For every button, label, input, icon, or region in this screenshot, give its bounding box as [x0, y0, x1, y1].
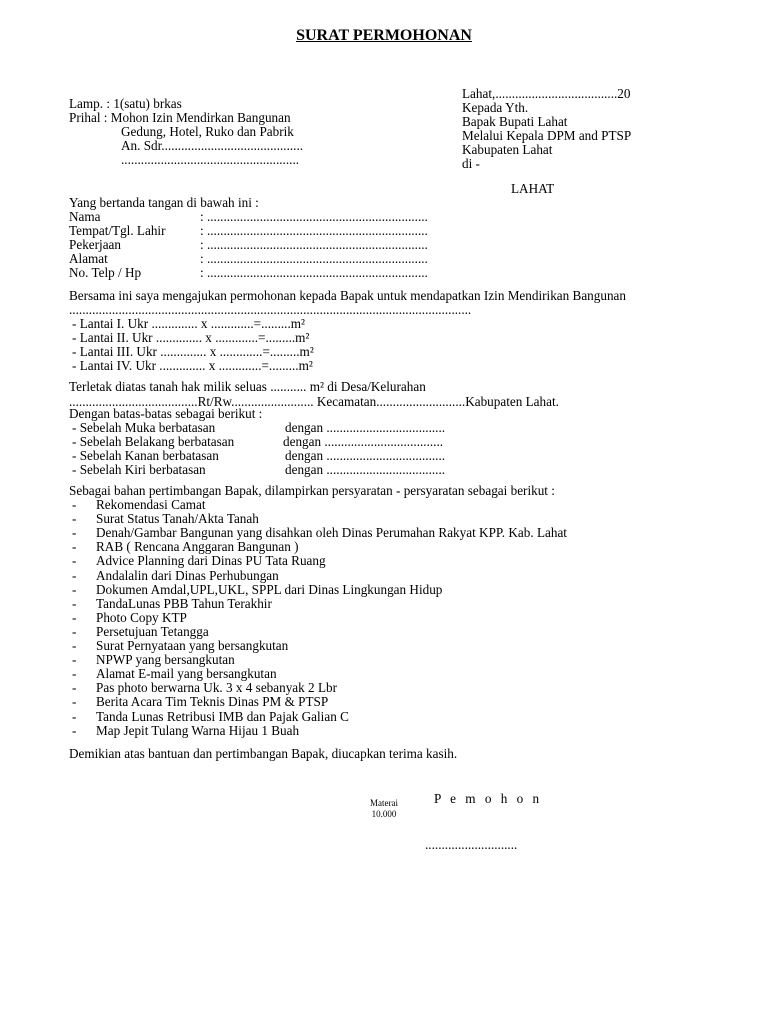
requirement-bullet: - [72, 652, 77, 668]
border-label-belakang: - Sebelah Belakang berbatasan [72, 434, 235, 449]
requirement-bullet: - [72, 638, 77, 653]
recipient-line-5: di - [462, 156, 480, 171]
request-dots: .......................................................................................................................... [69, 302, 472, 317]
prihal-line-3: An. Sdr........................................... [121, 138, 304, 153]
requirement-text: Tanda Lunas Retribusi IMB dan Pajak Galian C [96, 708, 349, 724]
requirement-bullet: - [72, 539, 77, 555]
requirement-text: Map Jepit Tulang Warna Hijau 1 Buah [96, 722, 300, 738]
materai-value: 10.000 [371, 809, 397, 819]
recipient-line-4: Kabupaten Lahat [462, 142, 553, 157]
border-value-belakang: dengan .................................... [283, 434, 444, 449]
requirements-intro: Sebagai bahan pertimbangan Bapak, dilampirkan persyaratan - persyaratan sebagai berikut : [69, 483, 555, 498]
field-value-pekerjaan: : ................................................................... [200, 237, 428, 252]
requirement-text: NPWP yang bersangkutan [96, 652, 235, 668]
floor-line-3: - Lantai III. Ukr .............. x .............=.........m² [72, 344, 314, 359]
field-label-pekerjaan: Pekerjaan [69, 237, 121, 252]
border-label-muka: - Sebelah Muka berbatasan [72, 420, 216, 435]
field-label-telp: No. Telp / Hp [69, 265, 142, 280]
requirement-bullet: - [72, 511, 77, 527]
requirement-text: TandaLunas PBB Tahun Terakhir [96, 595, 272, 611]
requirement-text: Denah/Gambar Bangunan yang disahkan oleh Dinas Perumahan Rakyat KPP. Kab. Lahat [96, 525, 567, 541]
field-label-alamat: Alamat [69, 251, 108, 266]
floor-line-4: - Lantai IV. Ukr .............. x .............=.........m² [72, 358, 313, 373]
date-line: Lahat,.....................................20 [462, 86, 631, 101]
field-label-nama: Nama [69, 209, 101, 224]
prihal-line-4: ...................................................... [121, 152, 300, 167]
requirement-text: Rekomendasi Camat [96, 497, 206, 512]
location-line-1: Terletak diatas tanah hak milik seluas ........... m² di Desa/Kelurahan [69, 379, 426, 394]
requirement-text: Dokumen Amdal,UPL,UKL, SPPL dari Dinas Lingkungan Hidup [96, 581, 443, 597]
floor-line-2: - Lantai II. Ukr .............. x .............=.........m² [72, 330, 310, 345]
field-value-alamat: : ................................................................... [200, 251, 428, 266]
requirement-text: Photo Copy KTP [96, 609, 187, 625]
border-value-muka: dengan .................................... [285, 420, 446, 435]
requirement-bullet: - [72, 553, 77, 569]
requirement-bullet: - [72, 623, 77, 639]
pemohon-label: P e m o h o n [434, 791, 543, 806]
field-value-nama: : ................................................................... [200, 209, 428, 224]
document-title: SURAT PERMOHONAN [296, 27, 472, 44]
requirement-text: Berita Acara Tim Teknis Dinas PM & PTSP [96, 694, 329, 710]
requirement-text: Surat Status Tanah/Akta Tanah [96, 511, 259, 527]
requirement-text: Pas photo berwarna Uk. 3 x 4 sebanyak 2 Lbr [96, 680, 337, 696]
requirement-bullet: - [72, 722, 77, 738]
identity-intro: Yang bertanda tangan di bawah ini : [69, 195, 259, 210]
prihal-line: Prihal : Mohon Izin Mendirkan Bangunan [69, 110, 291, 125]
requirement-bullet: - [72, 567, 77, 583]
border-value-kiri: dengan .................................... [285, 462, 446, 477]
requirement-text: Advice Planning dari Dinas PU Tata Ruang [96, 553, 326, 569]
requirement-bullet: - [72, 525, 77, 541]
border-label-kanan: - Sebelah Kanan berbatasan [72, 448, 219, 463]
requirement-bullet: - [72, 497, 77, 512]
requirement-bullet: - [72, 666, 77, 682]
floor-line-1: - Lantai I. Ukr .............. x .............=.........m² [72, 316, 305, 331]
field-value-telp: : ................................................................... [200, 265, 428, 280]
requirement-text: RAB ( Rencana Anggaran Bangunan ) [96, 539, 299, 555]
requirement-bullet: - [72, 609, 77, 625]
closing-text: Demikian atas bantuan dan pertimbangan Bapak, diucapkan terima kasih. [69, 746, 458, 761]
requirement-text: Andalalin dari Dinas Perhubungan [96, 567, 279, 583]
requirement-text: Persetujuan Tetangga [96, 623, 209, 639]
request-text: Bersama ini saya mengajukan permohonan kepada Bapak untuk mendapatkan Izin Mendirikan Bangunan [69, 288, 626, 303]
requirement-bullet: - [72, 680, 77, 696]
requirement-bullet: - [72, 708, 77, 724]
requirement-bullet: - [72, 595, 77, 611]
requirement-text: Alamat E-mail yang bersangkutan [96, 666, 277, 682]
requirement-bullet: - [72, 581, 77, 597]
field-value-tempat-lahir: : ................................................................... [200, 223, 428, 238]
recipient-line-3: Melalui Kepala DPM and PTSP [462, 128, 632, 143]
materai-label: Materai [370, 798, 398, 808]
recipient-city: LAHAT [511, 181, 555, 196]
recipient-line-1: Kepada Yth. [462, 100, 529, 115]
field-label-tempat-lahir: Tempat/Tgl. Lahir [69, 223, 166, 238]
border-label-kiri: - Sebelah Kiri berbatasan [72, 462, 206, 477]
signature-dots: ............................ [425, 837, 518, 852]
recipient-line-2: Bapak Bupati Lahat [462, 114, 568, 129]
requirement-text: Surat Pernyataan yang bersangkutan [96, 638, 289, 653]
requirement-bullet: - [72, 694, 77, 710]
borders-intro: Dengan batas-batas sebagai berikut : [69, 406, 263, 421]
border-value-kanan: dengan .................................... [285, 448, 446, 463]
prihal-line-2: Gedung, Hotel, Ruko dan Pabrik [121, 124, 294, 139]
location-line-2: .......................................Rt/Rw......................... Kecamatan...........................Kabupaten Lahat. [69, 394, 559, 409]
lamp-line: Lamp. : 1(satu) brkas [69, 96, 182, 111]
